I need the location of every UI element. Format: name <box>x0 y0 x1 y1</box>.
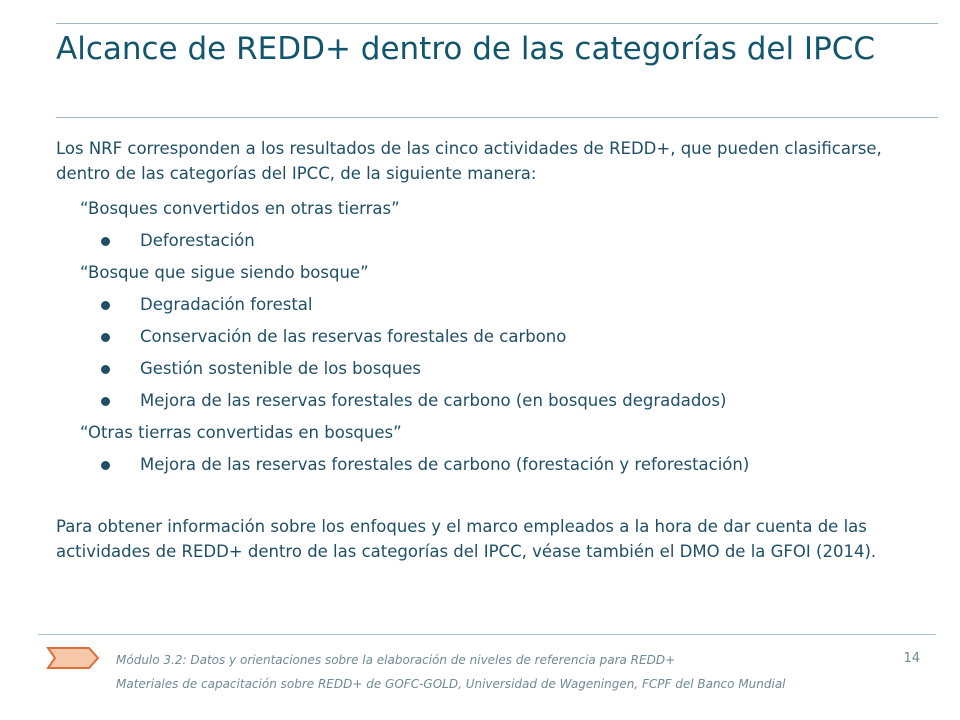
category-label: “Otras tierras convertidas en bosques” <box>80 423 402 442</box>
list-item-text: Conservación de las reservas forestales de carbono <box>140 327 567 346</box>
closing-paragraph: Para obtener información sobre los enfoques y el marco empleados a la hora de dar cuenta de las actividades de REDD+ dentro de las categorías del IPCC, véase también el DMO de la GFOI (2014). <box>56 517 877 561</box>
list-item <box>56 449 936 481</box>
bullet-icon <box>101 365 110 374</box>
bullet-icon <box>101 237 110 246</box>
footer-module-text: Módulo 3.2: Datos y orientaciones sobre la elaboración de niveles de referencia para REDD+ <box>116 653 676 667</box>
footer-credits-text: Materiales de capacitación sobre REDD+ de GOFC-GOLD, Universidad de Wageningen, FCPF del Banco Mundial <box>116 677 786 691</box>
list-item <box>56 321 936 353</box>
list-item <box>56 353 936 385</box>
category-label: “Bosques convertidos en otras tierras” <box>80 199 400 218</box>
slide-title: Alcance de REDD+ dentro de las categorías del IPCC <box>56 31 876 67</box>
bullet-icon <box>101 333 110 342</box>
footer-rule <box>38 634 936 635</box>
title-rule <box>56 117 938 118</box>
top-rule <box>56 23 938 24</box>
list-item-text: Deforestación <box>140 231 255 250</box>
bullet-icon <box>101 301 110 310</box>
list-item-text: Mejora de las reservas forestales de carbono (en bosques degradados) <box>140 391 727 410</box>
list-item <box>56 225 936 257</box>
list-item-text: Gestión sostenible de los bosques <box>140 359 422 378</box>
list-item-text: Mejora de las reservas forestales de carbono (forestación y reforestación) <box>140 455 750 474</box>
bullet-icon <box>101 461 110 470</box>
intro-paragraph: Los NRF corresponden a los resultados de las cinco actividades de REDD+, que pueden clasificarse, dentro de las categorías del IPCC, de la siguiente manera: <box>56 139 882 183</box>
bullet-icon <box>101 397 110 406</box>
list-item-text: Degradación forestal <box>140 295 313 314</box>
list-item <box>56 289 936 321</box>
arrow-chevron-icon <box>45 646 101 670</box>
page-number: 14 <box>903 651 920 666</box>
list-item <box>56 385 936 417</box>
category-label: “Bosque que sigue siendo bosque” <box>80 263 369 282</box>
category-list <box>56 193 936 481</box>
